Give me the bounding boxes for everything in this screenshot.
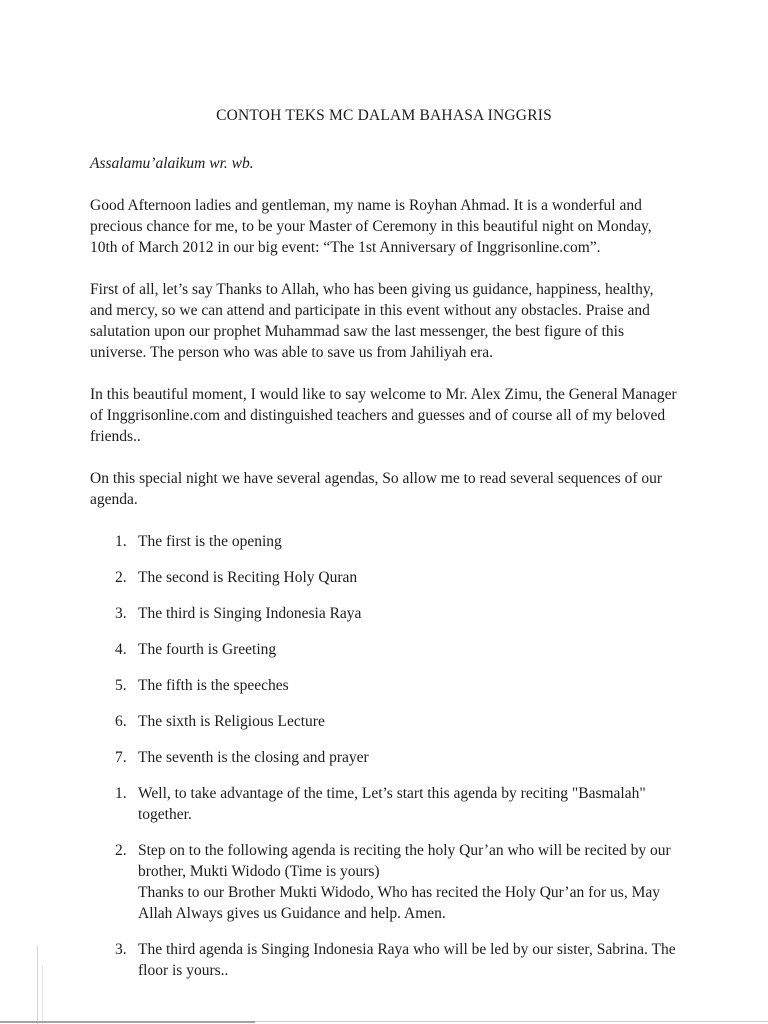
list-item-text: The sixth is Religious Lecture: [138, 713, 325, 730]
paragraph-agenda-intro: On this special night we have several agendas, So allow me to read several sequences of our agenda.: [90, 470, 663, 508]
agenda-list: [115, 531, 678, 768]
list-item-text: The fourth is Greeting: [138, 641, 277, 658]
list-item-text: The second is Reciting Holy Quran: [138, 569, 358, 586]
list-item-text: The third is Singing Indonesia Raya: [138, 605, 362, 622]
opening-salutation: Assalamu’alaikum wr. wb.: [90, 155, 254, 172]
list-item-number: 2.: [115, 569, 127, 586]
list-item: [115, 711, 678, 732]
list-item-number: 1.: [115, 785, 127, 802]
list-item-number: 1.: [115, 533, 127, 550]
list-item: [115, 747, 678, 768]
list-item-line: The third agenda is Singing Indonesia Raya who will be led by our sister, Sabrina. The floor is yours..: [138, 941, 676, 979]
list-item-number: 6.: [115, 713, 127, 730]
page-bottom-border-dark: [0, 1021, 255, 1023]
list-item: [115, 603, 678, 624]
list-item-number: 4.: [115, 641, 127, 658]
list-item-line: Well, to take advantage of the time, Let’s start this agenda by reciting "Basmalah" together.: [138, 785, 646, 823]
list-item-text: [138, 840, 678, 924]
list-item-number: 2.: [115, 842, 127, 859]
list-item: [115, 531, 678, 552]
list-item-text: The first is the opening: [138, 533, 282, 550]
list-item-text: The fifth is the speeches: [138, 677, 289, 694]
page-edge-line: [42, 966, 43, 1024]
list-item: [115, 939, 678, 981]
paragraph-thanks: First of all, let’s say Thanks to Allah, who has been giving us guidance, happiness, healthy, and mercy, so we can attend and participate in this event without any obstacles. Praise and salutation upon our prophet Muhammad saw the last messenger, the best figure of this universe. The person who was able to save us from Jahiliyah era.: [90, 281, 654, 361]
list-item: [115, 567, 678, 588]
paragraph-welcome: In this beautiful moment, I would like to say welcome to Mr. Alex Zimu, the General Manager of Inggrisonline.com and distinguished teachers and guesses and of course all of my beloved friends..: [90, 386, 677, 445]
paragraph-introduction: Good Afternoon ladies and gentleman, my name is Royhan Ahmad. It is a wonderful and precious chance for me, to be your Master of Ceremony in this beautiful night on Monday, 10th of March 2012 in our big event: “The 1st Anniversary of Inggrisonline.com”.: [90, 197, 652, 256]
list-item: [115, 840, 678, 924]
document-title: CONTOH TEKS MC DALAM BAHASA INGGRIS: [216, 107, 552, 124]
list-item-number: 5.: [115, 677, 127, 694]
page-edge-line: [37, 946, 38, 1024]
list-item-line: Step on to the following agenda is reciting the holy Qur’an who will be recited by our brother, Mukti Widodo (Time is yours): [138, 842, 671, 880]
list-item: [115, 675, 678, 696]
list-item: [115, 639, 678, 660]
list-item-number: 3.: [115, 941, 127, 958]
list-item-number: 3.: [115, 605, 127, 622]
list-item-line: Thanks to our Brother Mukti Widodo, Who has recited the Holy Qur’an for us, May Allah Always gives us Guidance and help. Amen.: [138, 884, 660, 922]
list-item-number: 7.: [115, 749, 127, 766]
list-item-text: The seventh is the closing and prayer: [138, 749, 369, 766]
list-item-text: [138, 939, 678, 981]
list-item-text: [138, 783, 678, 825]
list-item: [115, 783, 678, 825]
mc-script-list: [115, 783, 678, 981]
